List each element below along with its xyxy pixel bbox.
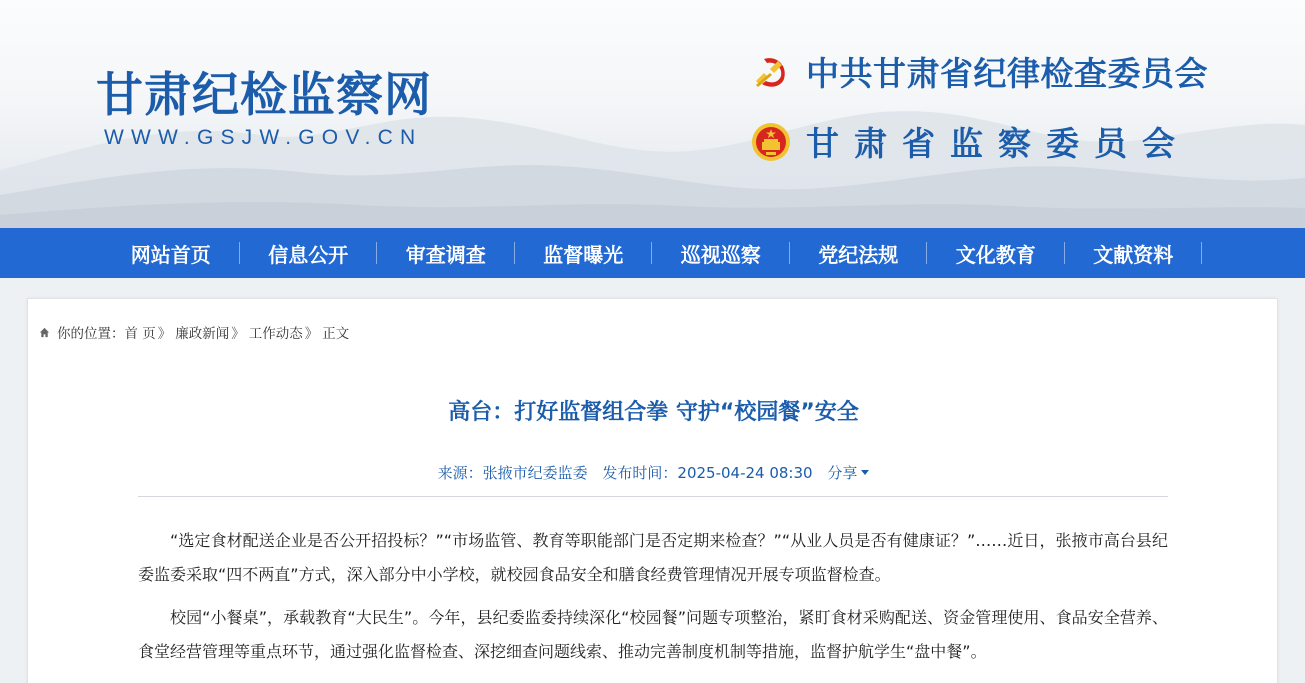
nav-item-party-regulations[interactable]: 党纪法规 bbox=[790, 228, 928, 278]
breadcrumb-separator: 》 bbox=[157, 326, 172, 342]
article-meta bbox=[28, 462, 1279, 483]
article-body bbox=[138, 524, 1168, 678]
nav-item-inspection-tours[interactable]: 巡视巡察 bbox=[652, 228, 790, 278]
nav-item-investigation[interactable]: 审查调查 bbox=[377, 228, 515, 278]
share-label: 分享 bbox=[827, 464, 858, 482]
share-button[interactable] bbox=[827, 464, 869, 482]
breadcrumb bbox=[39, 322, 349, 342]
article-paragraph: “选定食材配送企业是否公开招投标？”“市场监管、教育等职能部门是否定期来检查？”“从业人员是否有健康证？”……近日，张掖市高台县纪委监委采取“四不两直”方式，深入部分中小学校，就校园食品安全和膳食经费管理情况开展专项监督检查。 bbox=[138, 531, 1168, 584]
breadcrumb-separator: 》 bbox=[304, 326, 319, 342]
site-title[interactable]: 甘肃纪检监察网 bbox=[96, 68, 432, 123]
article-card bbox=[27, 298, 1278, 683]
breadcrumb-separator: 》 bbox=[231, 326, 245, 342]
breadcrumb-link-work-updates[interactable]: 工作动态 bbox=[248, 326, 303, 342]
org-line-discipline-commission bbox=[750, 48, 1208, 95]
article-publish-time: 发布时间：2025-04-24 08:30 bbox=[602, 464, 813, 482]
national-emblem-icon bbox=[750, 121, 792, 163]
chevron-down-icon bbox=[861, 470, 869, 475]
site-url[interactable]: WWW.GSJW.GOV.CN bbox=[104, 126, 423, 149]
breadcrumb-prefix: 你的位置： bbox=[57, 326, 125, 342]
breadcrumb-link-home[interactable]: 首 页 bbox=[124, 326, 156, 342]
nav-item-info-disclosure[interactable]: 信息公开 bbox=[240, 228, 378, 278]
org-name-line1: 中共甘肃省纪律检查委员会 bbox=[806, 54, 1208, 93]
nav-item-documents[interactable]: 文献资料 bbox=[1065, 228, 1203, 278]
nav-item-supervision-exposure[interactable]: 监督曝光 bbox=[515, 228, 653, 278]
breadcrumb-link-news[interactable]: 廉政新闻 bbox=[175, 326, 230, 342]
article-paragraph: 校园“小餐桌”，承载教育“大民生”。今年，县纪委监委持续深化“校园餐”问题专项整治，紧盯食材采购配送、资金管理使用、食品安全营养、食堂经营管理等重点环节，通过强化监督检查、深挖细查问题线索、推动完善制度机制等措施，监督护航学生“盘中餐”。 bbox=[138, 608, 1168, 661]
site-header bbox=[0, 0, 1305, 228]
main-nav bbox=[0, 228, 1305, 278]
nav-item-home[interactable]: 网站首页 bbox=[102, 228, 240, 278]
party-emblem-icon bbox=[750, 51, 792, 93]
title-divider bbox=[138, 496, 1168, 497]
breadcrumb-current: 正文 bbox=[322, 326, 350, 342]
nav-item-culture-education[interactable]: 文化教育 bbox=[927, 228, 1065, 278]
org-line-supervision-commission bbox=[750, 118, 1190, 165]
org-name-line2: 甘肃省监察委员会 bbox=[806, 124, 1190, 163]
article-title: 高台：打好监督组合拳 守护“校园餐”安全 bbox=[448, 400, 859, 425]
home-icon bbox=[39, 327, 50, 338]
article-source: 来源：张掖市纪委监委 bbox=[437, 464, 588, 482]
